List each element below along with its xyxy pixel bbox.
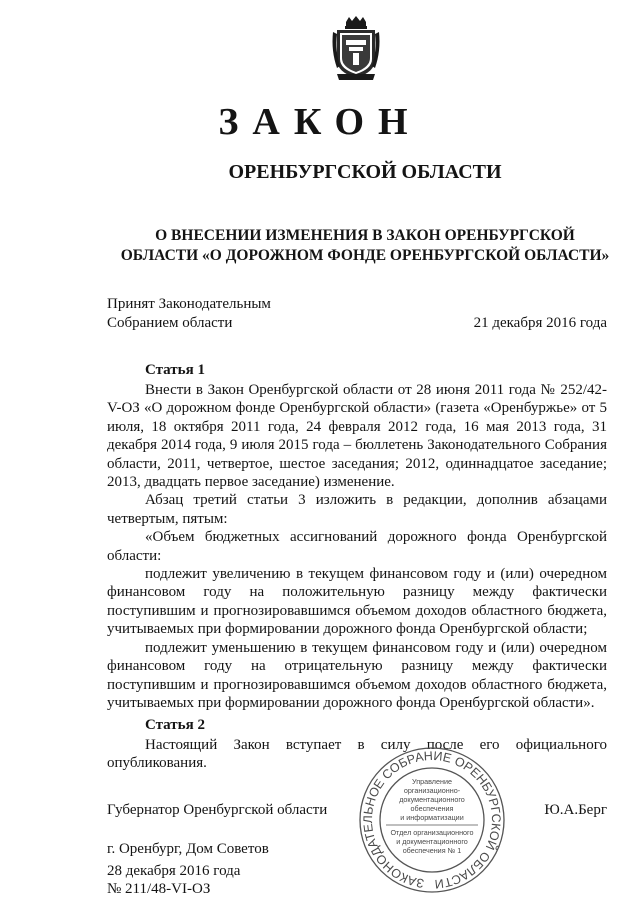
stamp-inner-line: Управление	[412, 777, 452, 786]
signatory-position: Губернатор Оренбургской области	[107, 802, 328, 818]
article-1-paragraph: Абзац третий статьи 3 изложить в редакции, дополнив абзацами четвертым, пятым:	[107, 492, 607, 527]
law-region: ОРЕНБУРГСКОЙ ОБЛАСТИ	[228, 161, 502, 183]
stamp-inner-line: документационного	[399, 795, 465, 804]
official-stamp	[352, 746, 512, 894]
article-2-heading: Статья 2	[145, 717, 205, 733]
law-subject-line-2: ОБЛАСТИ «О ДОРОЖНОМ ФОНДЕ ОРЕНБУРГСКОЙ ОБЛАСТИ»	[120, 247, 610, 264]
stamp-inner-line: и документационного	[396, 837, 468, 846]
signing-date: 28 декабря 2016 года	[107, 863, 241, 879]
stamp-inner-line: и информатизации	[400, 813, 464, 822]
stamp-inner-line: организационно-	[403, 786, 461, 795]
article-1-body	[107, 381, 607, 712]
article-1-paragraph: подлежит увеличению в текущем финансовом году и (или) очередном финансовом году на положительную разницу между фактически поступившим и прогнозировавшимся объемом доходов областного бюджета, учитываемых при формировании дорожного фонда Оренбургской области;	[107, 566, 607, 638]
stamp-ring-text: ЗАКОНОДАТЕЛЬНОЕ СОБРАНИЕ ОРЕНБУРГСКОЙ ОБЛАСТИ	[360, 748, 504, 892]
signatory-name: Ю.А.Берг	[544, 802, 607, 818]
adopted-by-line-1: Принят Законодательным	[107, 296, 271, 312]
coat-of-arms-icon	[331, 16, 381, 82]
article-1-paragraph: подлежит уменьшению в текущем финансовом году и (или) очередном финансовом году на отрицательную разницу между фактически поступившим и прогнозировавшимся объемом доходов областного бюджета, учитываемых при формировании дорожного фонда Оренбургской области».	[107, 639, 607, 711]
law-subject	[0, 226, 640, 266]
law-title: ЗАКОН	[218, 101, 422, 143]
article-1-paragraph: «Объем бюджетных ассигнований дорожного фонда Оренбургской области:	[107, 529, 607, 564]
article-1-heading: Статья 1	[145, 362, 205, 378]
stamp-inner-line: обеспечения № 1	[402, 846, 462, 855]
stamp-inner-line: Отдел организационного	[390, 828, 474, 837]
law-subject-line-1: О ВНЕСЕНИИ ИЗМЕНЕНИЯ В ЗАКОН ОРЕНБУРГСКОЙ	[155, 227, 575, 244]
adopted-by-line-2: Собранием области	[107, 315, 233, 331]
signing-place: г. Оренбург, Дом Советов	[107, 841, 269, 857]
adopted-by	[107, 295, 271, 333]
law-number: № 211/48-VI-ОЗ	[107, 881, 211, 897]
article-2-paragraph: Настоящий Закон вступает в силу после его официального опубликования.	[107, 737, 607, 772]
adoption-date: 21 декабря 2016 года	[473, 315, 607, 331]
article-1-paragraph: Внести в Закон Оренбургской области от 28 июня 2011 года № 252/42-V-ОЗ «О дорожном фонде Оренбургской области» (газета «Оренбуржье» от 5 июля, 18 октября 2011 года, 24 февраля 2012 года, 16 мая 2013 года, 31 декабря 2014 года, 9 июля 2015 года – бюллетень Законодательного Собрания области, 2011, четвертое, шестое заседания; 2012, одиннадцатое заседание; 2013, двадцать первое заседание) изменение.	[107, 382, 607, 491]
stamp-inner-line: обеспечения	[410, 804, 454, 813]
